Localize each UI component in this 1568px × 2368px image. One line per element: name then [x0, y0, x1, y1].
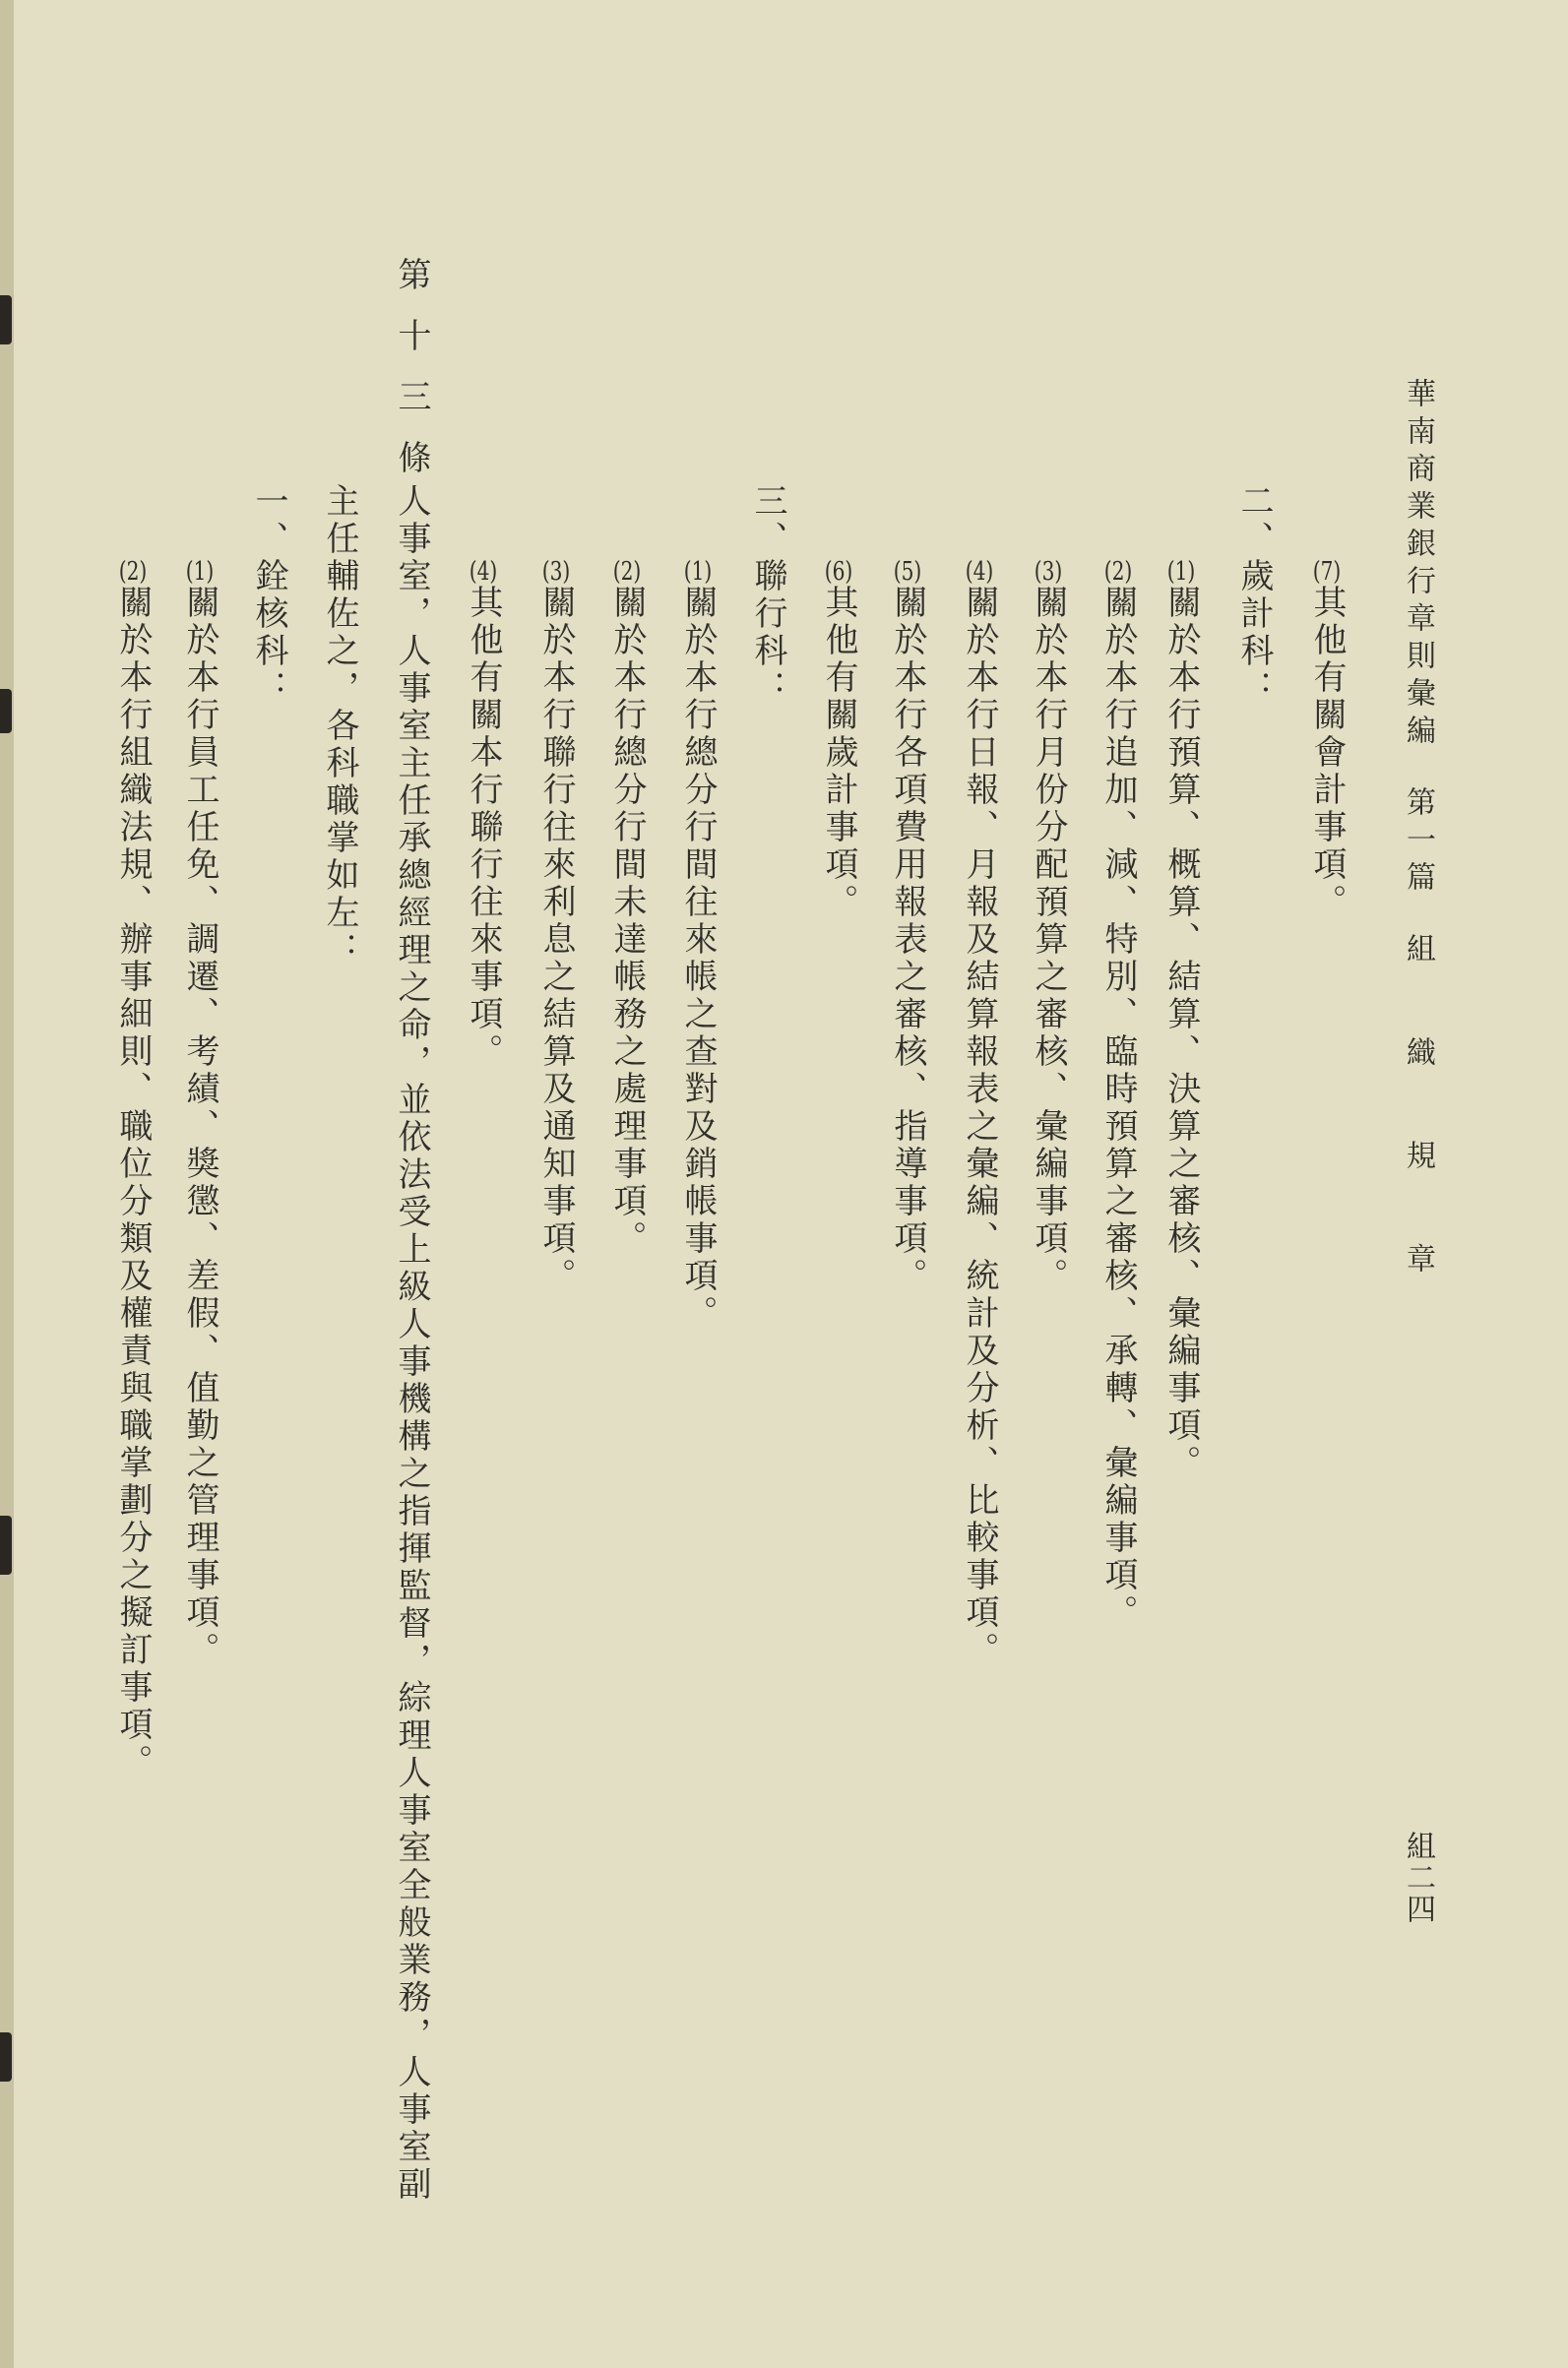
item-text: 關於本行預算、概算、結算、決算之審核、彙編事項。	[1161, 585, 1201, 1482]
item-text: 二、歲計科：	[1234, 483, 1274, 708]
item-text: 關於本行日報、月報及結算報表之彙編、統計及分析、比較事項。	[960, 585, 999, 1669]
item-text: 關於本行月份分配預算之審核、彙編事項。	[1029, 585, 1068, 1295]
item-number: (2)	[118, 559, 148, 585]
item-text: 關於本行追加、減、特別、臨時預算之審核、承轉、彙編事項。	[1098, 585, 1138, 1632]
item-text: 關於本行總分行間往來帳之查對及銷帳事項。	[678, 585, 718, 1333]
item-text: 關於本行各項費用報表之審核、指導事項。	[888, 585, 927, 1295]
section-heading	[748, 483, 787, 708]
article-text-continuation: 主任輔佐之，各科職掌如左：	[320, 483, 359, 969]
book-title: 華南商業銀行章則彙編	[1401, 378, 1435, 752]
item-text: 其他有關會計事項。	[1307, 585, 1347, 921]
item-text: 其他有關歲計事項。	[819, 585, 858, 921]
section-heading	[1234, 483, 1274, 708]
item-number: (1)	[1166, 559, 1196, 585]
list-item	[180, 559, 220, 1669]
binding-mark	[0, 1516, 12, 1575]
binding-mark	[0, 295, 12, 344]
list-item	[1307, 559, 1347, 921]
item-number: (7)	[1312, 559, 1342, 585]
part-title: 第一篇	[1401, 786, 1435, 899]
item-number: (2)	[1103, 559, 1133, 585]
list-item	[113, 559, 153, 1781]
list-item	[1029, 559, 1068, 1295]
item-number: (1)	[185, 559, 215, 585]
section-title: 組 織 規 章	[1401, 933, 1435, 1292]
list-item	[1161, 559, 1201, 1482]
list-item	[678, 559, 718, 1333]
article-text: 人事室，人事室主任承總經理之命，並依法受上級人事機構之指揮監督，綜理人事室全般業務，人事室副	[392, 483, 431, 2204]
section-heading	[249, 483, 288, 708]
page-binding-edge	[0, 0, 14, 2368]
item-text: 關於本行聯行往來利息之結算及通知事項。	[536, 585, 576, 1295]
item-number: (4)	[469, 559, 498, 585]
article-label: 第十三條	[392, 257, 431, 501]
binding-mark	[0, 689, 12, 733]
item-text: 關於本行組織法規、辦事細則、職位分類及權責與職掌劃分之擬訂事項。	[113, 585, 153, 1781]
list-item	[536, 559, 576, 1295]
item-number: (3)	[1034, 559, 1063, 585]
item-number: (5)	[893, 559, 922, 585]
list-item	[960, 559, 999, 1669]
item-number: (1)	[683, 559, 713, 585]
list-item	[888, 559, 927, 1295]
item-number: (4)	[965, 559, 994, 585]
page-number: 組二四	[1401, 1831, 1435, 1925]
item-text: 一、銓核科：	[249, 483, 288, 708]
item-number: (2)	[612, 559, 642, 585]
item-text: 關於本行員工任免、調遷、考績、獎懲、差假、值勤之管理事項。	[180, 585, 220, 1669]
item-text: 三、聯行科：	[748, 483, 787, 708]
item-text: 關於本行總分行間未達帳務之處理事項。	[607, 585, 647, 1258]
item-text: 其他有關本行聯行往來事項。	[464, 585, 503, 1071]
item-number: (6)	[824, 559, 853, 585]
list-item	[464, 559, 503, 1071]
item-number: (3)	[541, 559, 571, 585]
binding-mark	[0, 2032, 12, 2082]
list-item	[819, 559, 858, 921]
list-item	[607, 559, 647, 1258]
running-header	[1401, 378, 1435, 1292]
list-item	[1098, 559, 1138, 1632]
